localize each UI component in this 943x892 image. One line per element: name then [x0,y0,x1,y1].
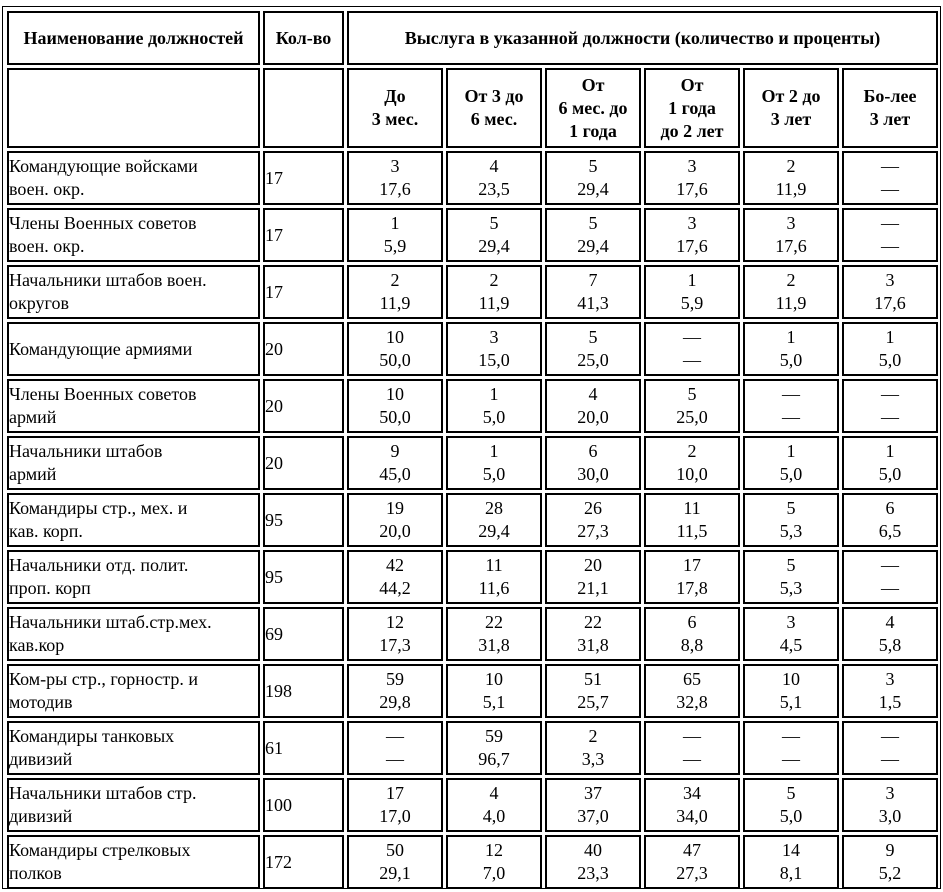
tenure-cell [347,835,443,889]
tenure-count: 3 [885,270,895,290]
table-row [7,778,938,832]
tenure-percent: 4,5 [779,635,803,655]
tenure-percent: 3,3 [581,749,605,769]
tenure-cell [446,607,542,661]
tenure-cell [644,664,740,718]
tenure-cell [446,835,542,889]
tenure-percent: 8,8 [680,635,704,655]
tenure-count: 51 [584,669,602,689]
tenure-percent: 31,8 [577,635,609,655]
tenure-cell [545,835,641,889]
tenure-percent: 8,1 [779,863,803,883]
header-empty-count [263,68,344,148]
tenure-cell [545,436,641,490]
tenure-count: 28 [485,498,503,518]
tenure-count: 7 [588,270,598,290]
tenure-count: 3 [390,156,400,176]
tenure-percent: — [782,407,800,427]
tenure-cell [842,778,938,832]
tenure-cell [446,436,542,490]
tenure-cell [545,493,641,547]
tenure-cell [743,550,839,604]
tenure-percent: 11,9 [775,293,807,313]
tenure-cell [842,550,938,604]
tenure-percent: 6,5 [878,521,902,541]
tenure-cell [743,835,839,889]
tenure-count: 2 [786,156,796,176]
tenure-count: 3 [885,783,895,803]
tenure-count: — [782,726,800,746]
tenure-cell [446,151,542,205]
tenure-cell [842,607,938,661]
tenure-cell [347,721,443,775]
position-name: Начальники штабов воен. округов [7,265,260,319]
tenure-count: — [881,384,899,404]
tenure-cell [644,835,740,889]
position-name: Командиры танковых дивизий [7,721,260,775]
header-tenure-6m-1y: От 6 мес. до 1 года [545,68,641,148]
tenure-count: 59 [485,726,503,746]
tenure-percent: 5,0 [779,350,803,370]
tenure-count: 6 [588,441,598,461]
tenure-cell [743,322,839,376]
tenure-percent: 29,1 [379,863,411,883]
tenure-percent: 17,6 [874,293,906,313]
tenure-count: 5 [588,327,598,347]
tenure-cell [644,493,740,547]
tenure-cell [842,265,938,319]
tenure-cell [545,322,641,376]
position-name: Начальники штабов армий [7,436,260,490]
tenure-percent: 17,6 [676,179,708,199]
tenure-percent: 11,5 [676,521,708,541]
tenure-cell [545,607,641,661]
tenure-count: 10 [485,669,503,689]
tenure-cell [446,322,542,376]
tenure-percent: 17,6 [775,236,807,256]
table-body [7,151,938,889]
table-row [7,664,938,718]
tenure-cell [545,664,641,718]
tenure-percent: 21,1 [577,578,609,598]
tenure-count: — [881,726,899,746]
table-row [7,550,938,604]
position-count: 95 [263,550,344,604]
position-count: 20 [263,379,344,433]
tenure-percent: 11,9 [775,179,807,199]
tenure-cell [545,151,641,205]
tenure-cell [743,208,839,262]
position-name: Командиры стрелковых полков [7,835,260,889]
tenure-percent: 17,6 [676,236,708,256]
tenure-percent: 7,0 [482,863,506,883]
tenure-count: 20 [584,555,602,575]
tenure-cell [446,664,542,718]
tenure-cell [644,778,740,832]
position-name: Ком-ры стр., горностр. и мотодив [7,664,260,718]
position-count: 61 [263,721,344,775]
header-tenure-2-3y: От 2 до 3 лет [743,68,839,148]
tenure-cell [644,607,740,661]
tenure-count: 47 [683,840,701,860]
tenure-count: 65 [683,669,701,689]
tenure-cell [743,607,839,661]
tenure-count: 3 [786,612,796,632]
tenure-cell [842,721,938,775]
position-name: Командующие войсками воен. окр. [7,151,260,205]
tenure-cell [446,721,542,775]
tenure-percent: 30,0 [577,464,609,484]
tenure-cell [446,265,542,319]
tenure-count: 1 [390,213,400,233]
tenure-percent: 5,3 [779,521,803,541]
tenure-count: — [881,156,899,176]
tenure-count: 12 [485,840,503,860]
tenure-cell [644,208,740,262]
tenure-percent: 11,9 [478,293,510,313]
tenure-count: 5 [786,783,796,803]
tenure-cell [545,778,641,832]
tenure-percent: 23,5 [478,179,510,199]
position-name: Начальники штаб.стр.мех. кав.кор [7,607,260,661]
tenure-cell [446,550,542,604]
tenure-cell [842,493,938,547]
position-count: 17 [263,208,344,262]
tenure-count: 12 [386,612,404,632]
table-row [7,835,938,889]
tenure-cell [842,208,938,262]
tenure-percent: 4,0 [482,806,506,826]
tenure-cell [743,151,839,205]
tenure-count: 5 [489,213,499,233]
tenure-cell [347,664,443,718]
tenure-percent: 29,4 [478,236,510,256]
tenure-percent: 29,4 [478,521,510,541]
tenure-count: 1 [885,327,895,347]
tenure-percent: 29,4 [577,236,609,256]
tenure-cell [743,778,839,832]
tenure-count: — [683,726,701,746]
tenure-percent: 17,6 [379,179,411,199]
tenure-cell [446,208,542,262]
tenure-percent: 17,8 [676,578,708,598]
header-count: Кол-во [263,11,344,65]
tenure-percent: 25,0 [577,350,609,370]
tenure-count: 1 [489,384,499,404]
tenure-cell [644,265,740,319]
tenure-count: 2 [588,726,598,746]
tenure-percent: 34,0 [676,806,708,826]
position-count: 17 [263,151,344,205]
tenure-cell [842,436,938,490]
tenure-percent: 20,0 [577,407,609,427]
tenure-cell [347,265,443,319]
tenure-cell [347,436,443,490]
tenure-percent: 23,3 [577,863,609,883]
tenure-count: 37 [584,783,602,803]
table-row [7,322,938,376]
tenure-percent: 96,7 [478,749,510,769]
tenure-cell [545,265,641,319]
tenure-count: 3 [786,213,796,233]
tenure-cell [743,664,839,718]
tenure-count: 6 [687,612,697,632]
tenure-percent: 5,9 [680,293,704,313]
tenure-percent: 5,3 [779,578,803,598]
tenure-percent: 5,8 [878,635,902,655]
tenure-count: 22 [584,612,602,632]
tenure-percent: 37,0 [577,806,609,826]
tenure-percent: 5,9 [383,236,407,256]
tenure-count: 17 [683,555,701,575]
tenure-percent: 15,0 [478,350,510,370]
tenure-cell [842,151,938,205]
position-name: Начальники отд. полит. проп. корп [7,550,260,604]
tenure-percent: — [881,179,899,199]
tenure-percent: — [881,749,899,769]
tenure-count: 3 [687,213,697,233]
tenure-percent: 5,1 [482,692,506,712]
tenure-percent: 17,3 [379,635,411,655]
tenure-count: 3 [885,669,895,689]
tenure-count: 2 [489,270,499,290]
tenure-count: 50 [386,840,404,860]
tenure-cell [347,151,443,205]
tenure-count: 19 [386,498,404,518]
tenure-count: 10 [782,669,800,689]
tenure-cell [347,322,443,376]
tenure-cell [842,835,938,889]
tenure-percent: 11,9 [379,293,411,313]
position-name: Командующие армиями [7,322,260,376]
tenure-percent: 5,0 [779,464,803,484]
tenure-percent: — [881,236,899,256]
position-count: 17 [263,265,344,319]
tenure-cell [545,550,641,604]
tenure-cell [644,322,740,376]
tenure-percent: 5,0 [779,806,803,826]
table-row [7,607,938,661]
table-row [7,151,938,205]
tenure-count: 1 [489,441,499,461]
position-name: Командиры стр., мех. и кав. корп. [7,493,260,547]
tenure-percent: 25,7 [577,692,609,712]
tenure-count: 5 [786,498,796,518]
tenure-count: 9 [885,840,895,860]
tenure-percent: — [386,749,404,769]
tenure-count: 5 [687,384,697,404]
tenure-cell [743,721,839,775]
tenure-cell [842,379,938,433]
tenure-cell [347,607,443,661]
tenure-count: 2 [786,270,796,290]
tenure-cell [347,493,443,547]
tenure-count: 5 [786,555,796,575]
tenure-count: 1 [885,441,895,461]
tenure-percent: 44,2 [379,578,411,598]
tenure-percent: 25,0 [676,407,708,427]
tenure-count: 4 [489,783,499,803]
table-row [7,493,938,547]
tenure-cell [545,721,641,775]
tenure-percent: 50,0 [379,407,411,427]
tenure-cell [644,721,740,775]
tenure-percent: — [683,749,701,769]
tenure-cell [743,493,839,547]
tenure-cell [743,265,839,319]
tenure-percent: — [881,407,899,427]
tenure-count: 4 [885,612,895,632]
table-row [7,208,938,262]
tenure-count: 1 [786,327,796,347]
header-tenure-3y-plus: Бо-лее 3 лет [842,68,938,148]
tenure-percent: 50,0 [379,350,411,370]
tenure-cell [347,550,443,604]
tenure-cell [347,778,443,832]
tenure-count: — [683,327,701,347]
tenure-percent: 29,4 [577,179,609,199]
tenure-count: 26 [584,498,602,518]
tenure-percent: — [881,578,899,598]
tenure-count: 9 [390,441,400,461]
position-count: 20 [263,322,344,376]
tenure-percent: 17,0 [379,806,411,826]
tenure-cell [644,151,740,205]
tenure-cell [545,208,641,262]
tenure-count: 5 [588,213,598,233]
tenure-percent: — [683,350,701,370]
tenure-cell [446,778,542,832]
position-name: Члены Военных советов армий [7,379,260,433]
tenure-percent: 27,3 [577,521,609,541]
tenure-percent: 5,2 [878,863,902,883]
tenure-count: 11 [683,498,701,518]
tenure-percent: 32,8 [676,692,708,712]
table-row [7,379,938,433]
tenure-count: 34 [683,783,701,803]
tenure-count: 40 [584,840,602,860]
tenure-cell [842,322,938,376]
tenure-cell [842,664,938,718]
position-name: Члены Военных советов воен. окр. [7,208,260,262]
tenure-percent: 31,8 [478,635,510,655]
tenure-count: 10 [386,384,404,404]
tenure-cell [644,379,740,433]
tenure-count: 17 [386,783,404,803]
tenure-percent: 27,3 [676,863,708,883]
tenure-count: 1 [687,270,697,290]
tenure-count: 59 [386,669,404,689]
tenure-count: 10 [386,327,404,347]
tenure-percent: 5,1 [779,692,803,712]
tenure-percent: 20,0 [379,521,411,541]
tenure-count: — [881,213,899,233]
position-count: 20 [263,436,344,490]
tenure-percent: 29,8 [379,692,411,712]
table-row [7,265,938,319]
tenure-count: — [782,384,800,404]
tenure-percent: — [782,749,800,769]
tenure-percent: 45,0 [379,464,411,484]
tenure-count: 4 [588,384,598,404]
tenure-cell [743,379,839,433]
tenure-count: 1 [786,441,796,461]
tenure-percent: 10,0 [676,464,708,484]
position-count: 198 [263,664,344,718]
tenure-percent: 3,0 [878,806,902,826]
header-tenure-3-6m: От 3 до 6 мес. [446,68,542,148]
position-count: 100 [263,778,344,832]
tenure-count: 3 [687,156,697,176]
tenure-cell [644,550,740,604]
tenure-count: 6 [885,498,895,518]
header-position-name: Наименование должностей [7,11,260,65]
tenure-cell [347,208,443,262]
tenure-cell [347,379,443,433]
tenure-percent: 5,0 [482,464,506,484]
position-count: 69 [263,607,344,661]
tenure-percent: 41,3 [577,293,609,313]
tenure-cell [743,436,839,490]
table-row [7,721,938,775]
tenure-count: — [386,726,404,746]
tenure-cell [446,493,542,547]
tenure-percent: 5,0 [878,464,902,484]
tenure-cell [644,436,740,490]
tenure-count: 11 [485,555,503,575]
tenure-table [4,8,941,892]
position-count: 172 [263,835,344,889]
tenure-cell [446,379,542,433]
tenure-percent: 1,5 [878,692,902,712]
tenure-count: — [881,555,899,575]
tenure-percent: 11,6 [478,578,510,598]
tenure-count: 2 [390,270,400,290]
tenure-cell [545,379,641,433]
header-empty-name [7,68,260,148]
header-tenure-group: Выслуга в указанной должности (количество и проценты) [347,11,938,65]
tenure-count: 42 [386,555,404,575]
header-tenure-0-3m: До 3 мес. [347,68,443,148]
tenure-count: 5 [588,156,598,176]
tenure-count: 14 [782,840,800,860]
tenure-percent: 5,0 [878,350,902,370]
tenure-percent: 5,0 [482,407,506,427]
position-name: Начальники штабов стр. дивизий [7,778,260,832]
header-tenure-1-2y: От 1 года до 2 лет [644,68,740,148]
tenure-count: 22 [485,612,503,632]
table-row [7,436,938,490]
tenure-count: 4 [489,156,499,176]
tenure-count: 2 [687,441,697,461]
position-count: 95 [263,493,344,547]
tenure-count: 3 [489,327,499,347]
